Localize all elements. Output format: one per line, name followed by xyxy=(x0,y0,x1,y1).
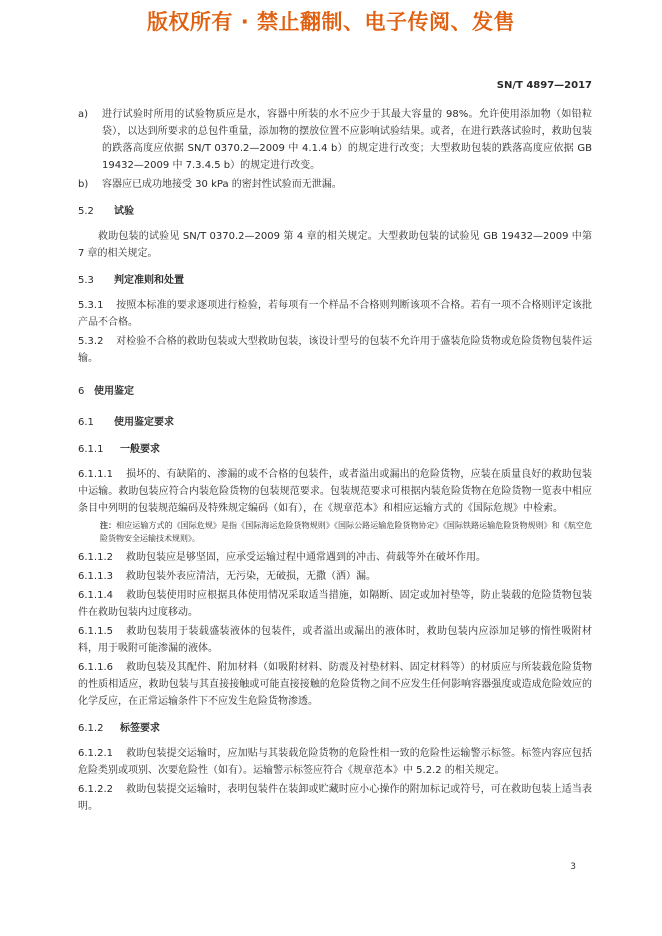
clause-6-1-1-6 xyxy=(78,659,592,710)
clause-6-1-1-4 xyxy=(78,587,592,621)
clause-text: 救助包装提交运输时，表明包装件在装卸或贮藏时应小心操作的附加标记或符号，可在救助包装上适当表明。 xyxy=(78,784,592,812)
clause-6-1-2-1 xyxy=(78,745,592,779)
section-number: 5.2 xyxy=(78,206,94,217)
section-title: 标签要求 xyxy=(120,723,160,734)
note-text: 相应运输方式的《国际危规》是指《国际海运危险货物规则》《国际公路运输危险货物协定》《国际铁路运输危险货物规则》和《航空危险货物安全运输技术规则》。 xyxy=(100,521,593,543)
clause-text: 救助包装外表应清洁，无污染，无破损，无撒（洒）漏。 xyxy=(126,571,376,582)
clause-number: 6.1.2.1 xyxy=(78,748,113,759)
clause-number: 6.1.1.4 xyxy=(78,590,113,601)
clause-6-1-1-3 xyxy=(78,568,592,585)
clause-6-1-1-1 xyxy=(78,466,592,517)
clause-5-3-1 xyxy=(78,297,592,331)
clause-number: 5.3.2 xyxy=(78,336,104,347)
clause-5-3-2 xyxy=(78,333,592,367)
clause-text: 损坏的、有缺陷的、渗漏的或不合格的包装件，或者溢出或漏出的危险货物，应装在质量良好的救助包装中运输。救助包装应符合内装危险货物的包装规范要求。包装规范要求可根据内装危险货物在危险货物一览表中相应条目中列明的包装规范编码及特殊规定编码（如有），在《规章范本》和相应运输方式的《国际危规》中检索。 xyxy=(78,469,592,514)
list-text: 容器应已成功地接受 30 kPa 的密封性试验而无泄漏。 xyxy=(102,179,342,190)
section-title: 使用鉴定要求 xyxy=(114,417,174,428)
clause-number: 6.1.1.2 xyxy=(78,552,113,563)
clause-text: 救助包装及其配件、附加材料（如吸附材料、防震及衬垫材料、固定材料等）的材质应与所装载危险货物的性质相适应，救助包装与其直接接触或可能直接接触的危险货物之间不应发生任何影响容器强度或造成危险效应的化学反应，在正常运输条件下不应发生危险货物渗透。 xyxy=(78,662,592,707)
section-heading-6-1-2 xyxy=(78,720,592,737)
section-title: 试验 xyxy=(114,206,134,217)
section-number: 6.1 xyxy=(78,417,94,428)
clause-text: 对检验不合格的救助包装或大型救助包装，该设计型号的包装不允许用于盛装危险货物或危险货物包装件运输。 xyxy=(78,336,592,364)
clause-number: 6.1.1.6 xyxy=(78,662,113,673)
clause-6-1-1-5 xyxy=(78,623,592,657)
section-number: 6.1.2 xyxy=(78,723,104,734)
section-title: 一般要求 xyxy=(120,444,160,455)
copyright-banner: 版权所有 · 禁止翻制、电子传阅、发售 xyxy=(146,10,516,34)
chapter-heading-6 xyxy=(78,383,592,400)
page-number: 3 xyxy=(570,862,576,872)
section-number: 6 xyxy=(78,386,85,397)
list-label: b) xyxy=(78,179,89,190)
clause-text: 救助包装使用时应根据具体使用情况采取适当措施，如隔断、固定或加衬垫等，防止装载的危险货物包装件在救助包装内过度移动。 xyxy=(78,590,592,618)
document-body xyxy=(78,106,592,817)
clause-number: 6.1.1.5 xyxy=(78,626,113,637)
clause-text: 救助包装用于装载盛装液体的包装件，或者溢出或漏出的液体时，救助包装内应添加足够的惰性吸附材料，用于吸附可能渗漏的液体。 xyxy=(78,626,592,654)
note-label: 注： xyxy=(100,521,117,530)
clause-6-1-1-2 xyxy=(78,549,592,566)
clause-6-1-2-2 xyxy=(78,781,592,815)
list-text: 进行试验时所用的试验物质应是水，容器中所装的水不应少于其最大容量的 98%。允许使用添加物（如铅粒袋），以达到所要求的总包件重量，添加物的摆放位置不应影响试验结果。或者，在进行跌落试验时，救助包装的跌落高度应依据 SN/T 0370.2—2009 中 4.1.4 b）的规定进行改变；大型救助包装的跌落高度应依据 GB 19432—2009 中 7.3.4.5 b）的规定进行改变。 xyxy=(102,109,592,171)
section-heading-6-1 xyxy=(78,414,592,431)
list-item-b xyxy=(78,176,592,193)
list-item-a xyxy=(78,106,592,174)
clause-text: 救助包装提交运输时，应加贴与其装载危险货物的危险性相一致的危险性运输警示标签。标签内容应包括危险类别或项别、次要危险性（如有）。运输警示标签应符合《规章范本》中 5.2.2 的相关规定。 xyxy=(78,748,592,776)
clause-number: 6.1.1.3 xyxy=(78,571,113,582)
clause-number: 5.3.1 xyxy=(78,300,104,311)
section-number: 6.1.1 xyxy=(78,444,104,455)
note xyxy=(78,519,592,545)
clause-text: 救助包装应是够坚固，应承受运输过程中通常遇到的冲击、荷载等外在破坏作用。 xyxy=(126,552,486,563)
section-number: 5.3 xyxy=(78,275,94,286)
section-heading-6-1-1 xyxy=(78,441,592,458)
section-title: 使用鉴定 xyxy=(94,386,134,397)
clause-number: 6.1.1.1 xyxy=(78,469,113,480)
section-heading-5-2 xyxy=(78,203,592,220)
section-title: 判定准则和处置 xyxy=(114,275,184,286)
section-heading-5-3 xyxy=(78,272,592,289)
list-label: a) xyxy=(78,109,89,120)
clause-number: 6.1.2.2 xyxy=(78,784,113,795)
clause-text: 按照本标准的要求逐项进行检验，若每项有一个样品不合格则判断该项不合格。若有一项不合格则评定该批产品不合格。 xyxy=(78,300,592,328)
paragraph-5-2: 救助包装的试验见 SN/T 0370.2—2009 第 4 章的相关规定。大型救助包装的试验见 GB 19432—2009 中第 7 章的相关规定。 xyxy=(78,231,592,259)
document-id: SN/T 4897—2017 xyxy=(496,80,592,91)
